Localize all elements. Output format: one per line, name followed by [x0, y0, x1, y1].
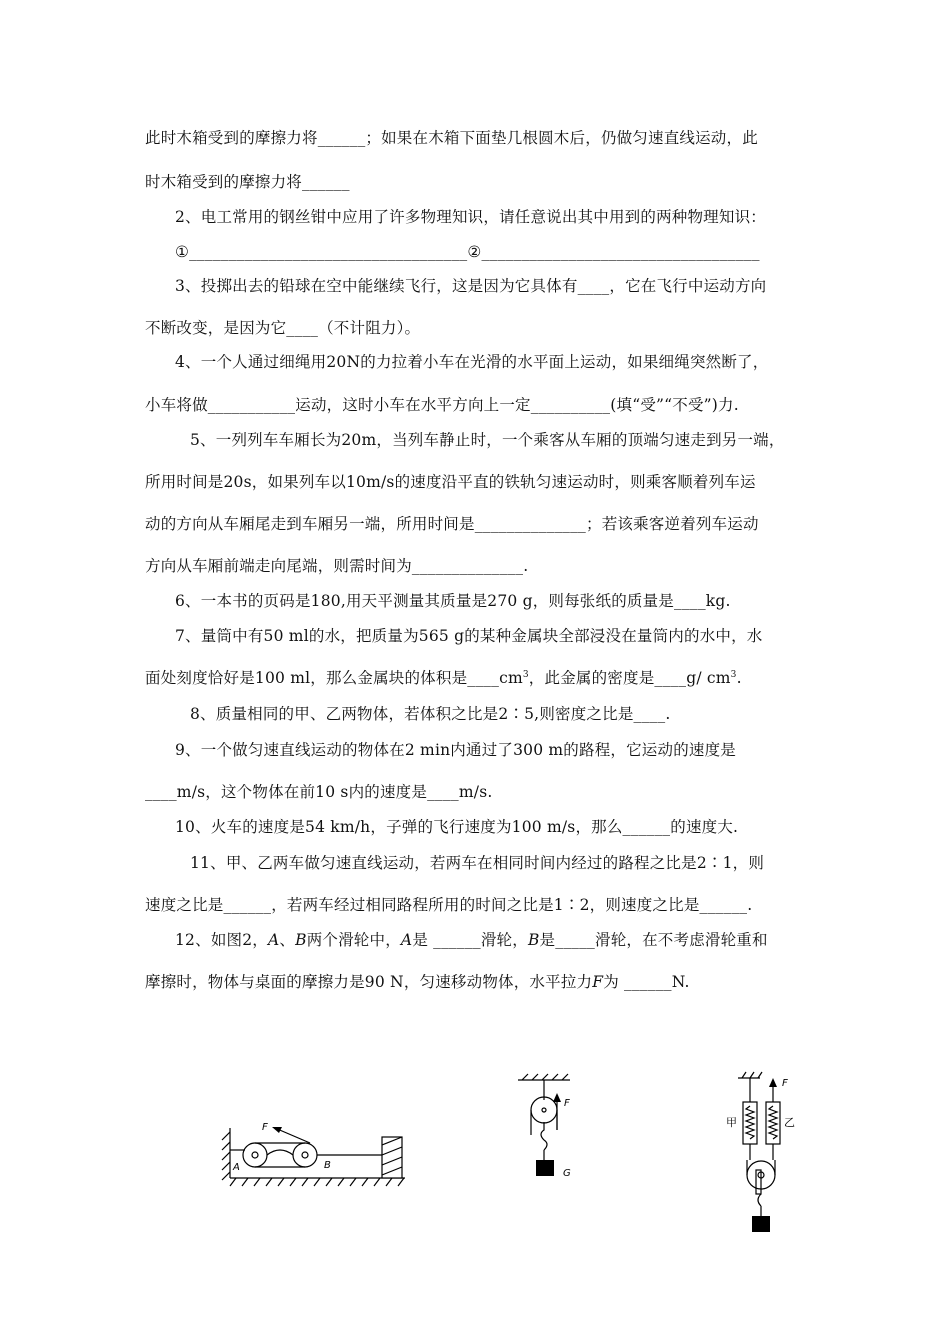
q12-l: 为 ______N.	[603, 973, 690, 991]
q12-c: 、	[279, 931, 296, 949]
q7-sup-2: 3	[730, 670, 737, 680]
question-2-blanks: ①___________________________________②___________________________________	[175, 243, 760, 261]
fig2-label-g: G	[563, 1168, 571, 1179]
question-9: 9、一个做匀速直线运动的物体在2 min内通过了300 m的路程，它运动的速度是	[175, 741, 736, 759]
q7-text-b: ，此金属的密度是____g/ cm	[528, 669, 731, 687]
question-2: 2、电工常用的钢丝钳中应用了许多物理知识，请任意说出其中用到的两种物理知识：	[175, 208, 766, 226]
question-5-cont-2: 动的方向从车厢尾走到车厢另一端，所用时间是______________；若该乘客逆着列车运动	[145, 515, 759, 533]
question-5-cont-3: 方向从车厢前端走向尾端，则需时间为______________.	[145, 557, 529, 575]
q7-sup-1: 3	[522, 670, 529, 680]
fig3-label-f: F	[782, 1078, 788, 1089]
fig3-label-yi: 乙	[784, 1116, 795, 1129]
fig1-label-a: A	[233, 1162, 240, 1173]
question-5-cont-1: 所用时间是20s，如果列车以10m/s的速度沿平直的铁轨匀速运动时，则乘客顺着列车运	[145, 473, 756, 491]
q12-b: A	[268, 931, 280, 949]
q12-d: B	[295, 931, 307, 949]
question-9-cont: ____m/s，这个物体在前10 s内的速度是____m/s.	[145, 783, 493, 801]
fig3-label-jia: 甲	[726, 1116, 737, 1129]
figure-spring-scales	[738, 1072, 780, 1216]
question-6: 6、一本书的页码是180,用天平测量其质量是270 g，则每张纸的质量是____kg.	[175, 592, 731, 610]
question-4-cont: 小车将做___________运动，这时小车在水平方向上一定__________(填“受”“不受”)力.	[145, 396, 739, 414]
figure-fixed-pulley	[518, 1074, 570, 1160]
fig3-weight	[752, 1216, 770, 1232]
fig2-weight	[536, 1160, 554, 1176]
question-4: 4、一个人通过细绳用20N的力拉着小车在光滑的水平面上运动，如果细绳突然断了，	[175, 353, 769, 371]
text-line-1: 此时木箱受到的摩擦力将______；如果在木箱下面垫几根圆木后，仍做匀速直线运动，此	[145, 129, 758, 147]
question-5: 5、一列列车车厢长为20m，当列车静止时，一个乘客从车厢的顶端匀速走到另一端，	[190, 431, 785, 449]
q12-j: 摩擦时，物体与桌面的摩擦力是90 N，匀速移动物体，水平拉力	[145, 973, 593, 991]
question-11: 11、甲、乙两车做匀速直线运动，若两车在相同时间内经过的路程之比是2∶1，则	[190, 854, 765, 872]
q12-i: 是_____滑轮，在不考虑滑轮重和	[539, 931, 768, 949]
fig1-label-b: B	[324, 1160, 331, 1171]
fig1-label-f: F	[262, 1122, 268, 1133]
q12-e: 两个滑轮中，	[306, 931, 401, 949]
q12-f: A	[400, 931, 413, 949]
question-3-cont: 不断改变，是因为它____（不计阻力）。	[145, 319, 421, 337]
q7-text-c: .	[736, 669, 742, 687]
question-3: 3、投掷出去的铅球在空中能继续飞行，这是因为它具体有____，它在飞行中运动方向	[175, 277, 767, 295]
question-10: 10、火车的速度是54 km/h，子弹的飞行速度为100 m/s，那么______的速度大.	[175, 818, 739, 836]
q12-a: 12、如图2，	[175, 931, 268, 949]
question-11-cont: 速度之比是______，若两车经过相同路程所用的时间之比是1∶2，则速度之比是______.	[145, 896, 753, 914]
question-7: 7、量筒中有50 ml的水，把质量为565 g的某种金属块全部浸没在量筒内的水中，水	[175, 627, 763, 645]
question-8: 8、质量相同的甲、乙两物体，若体积之比是2∶5,则密度之比是____.	[190, 705, 671, 723]
q12-h: B	[527, 931, 540, 949]
q12-k: F	[592, 973, 604, 991]
q12-g: 是 ______滑轮，	[412, 931, 528, 949]
q7-text-a: 面处刻度恰好是100 ml，那么金属块的体积是____cm	[145, 669, 523, 687]
fig2-label-f: F	[564, 1098, 570, 1109]
text-line-2: 时木箱受到的摩擦力将______	[145, 173, 350, 191]
